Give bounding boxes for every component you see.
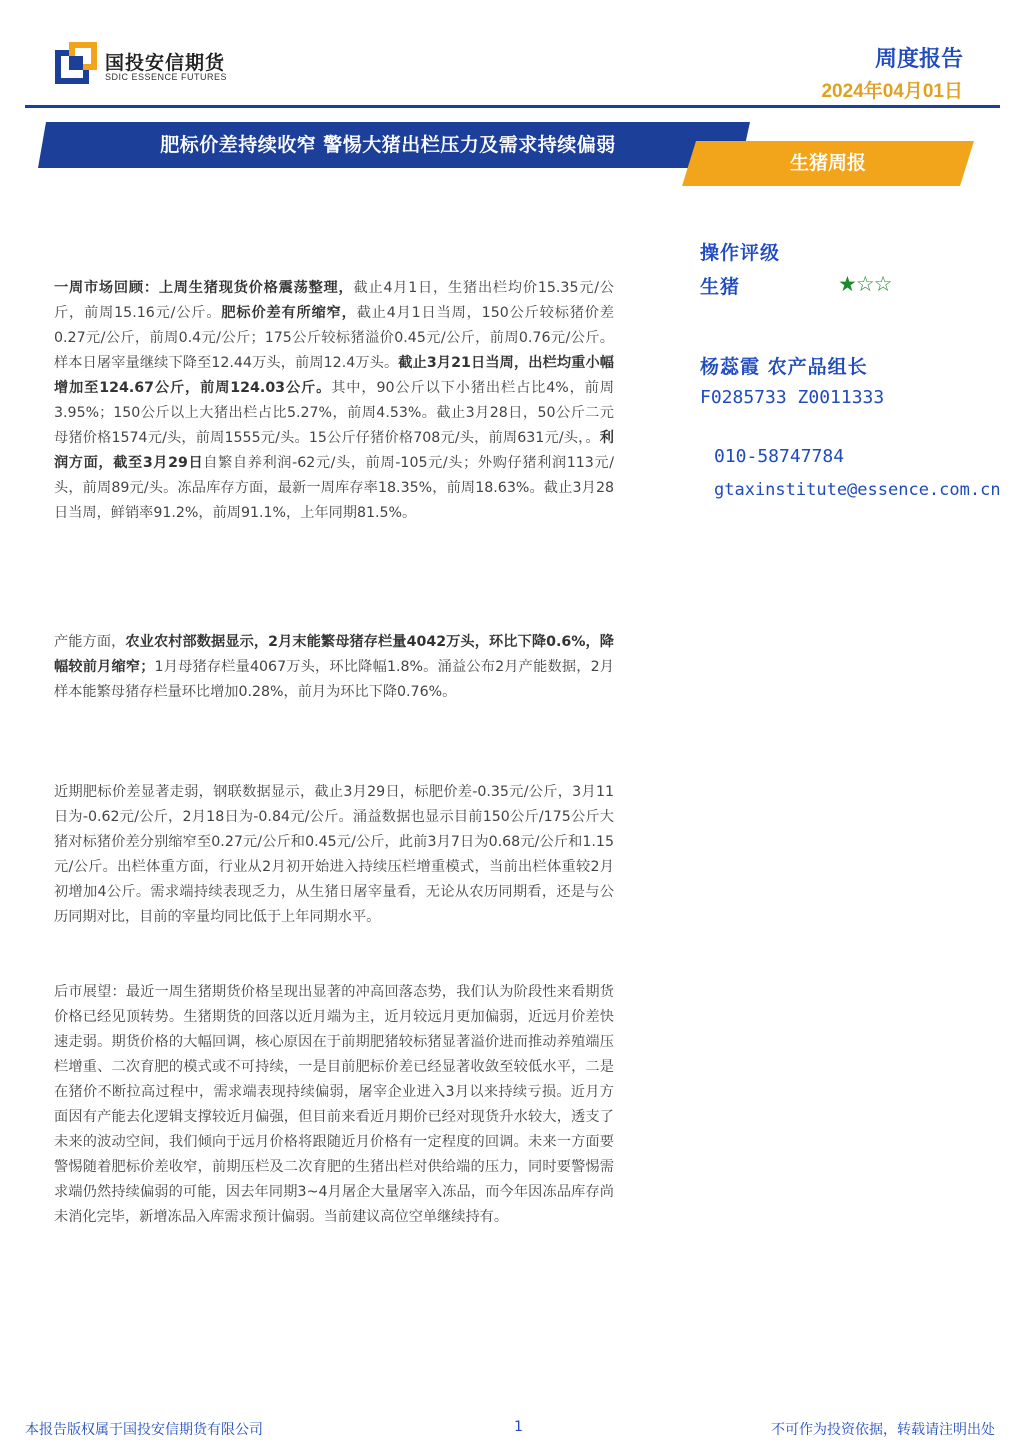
footer-copyright: 本报告版权属于国投安信期货有限公司 <box>25 1422 263 1438</box>
rating-stars: ★☆☆ <box>838 272 892 296</box>
rating-item: 生猪 <box>700 276 741 298</box>
p2-run-0: 产能方面， <box>54 634 126 650</box>
capacity-paragraph <box>54 630 614 705</box>
report-date: 2024年04月01日 <box>821 81 963 102</box>
spread-paragraph <box>54 780 614 930</box>
analyst-phone: 010-58747784 <box>714 446 845 467</box>
report-title: 肥标价差持续收窄 警惕大猪出栏压力及需求持续偏弱 <box>160 134 616 156</box>
rating-heading: 操作评级 <box>700 242 781 264</box>
page-number: 1 <box>514 1419 523 1435</box>
p1-run-1: 截止4月1日，生猪出栏均价15.35元/公斤，前周15.16元/公斤。 <box>54 280 614 321</box>
header-divider <box>25 105 1000 108</box>
footer-disclaimer: 不可作为投资依据，转载请注明出处 <box>771 1422 995 1438</box>
p1-run-7: 自繁自养利润-62元/头，前周-105元/头；外购仔猪利润113元/头，前周89元/头。冻品库存方面，最新一周库存率18.35%，前周18.63%。截止3月28日当周，鲜销率91.2%，前周91.1%，上年同期81.5%。 <box>54 455 615 521</box>
analyst-name: 杨蕊霞 农产品组长 <box>700 356 868 378</box>
p1-run-6: 利润方面，截至3月29日 <box>54 430 614 471</box>
p3-run-0: 近期肥标价差显著走弱，钢联数据显示，截止3月29日，标肥价差-0.35元/公斤，3月11日为-0.62元/公斤，2月18日为-0.84元/公斤。涌益数据也显示目前150公斤/175公斤大猪对标猪价差分别缩窄至0.27元/公斤和0.45元/公斤，此前3月7日为0.68元/公斤和1.15元/公斤。出栏体重方面，行业从2月初开始进入持续压栏增重模式，当前出栏体重较2月初增加4公斤。需求端持续表现乏力，从生猪日屠宰量看，无论从农历同期看，还是与公历同期对比，目前的宰量均同比低于上年同期水平。 <box>54 784 614 925</box>
category-tag <box>682 141 974 186</box>
analyst-license: F0285733 Z0011333 <box>700 387 885 408</box>
analyst-email[interactable]: gtaxinstitute@essence.com.cn <box>714 480 1001 500</box>
p1-run-2: 肥标价差有所缩窄， <box>221 305 357 321</box>
market-review-paragraph <box>54 276 614 526</box>
logo-mark-icon <box>55 42 97 84</box>
p1-run-0: 一周市场回顾：上周生猪现货价格震荡整理， <box>54 280 354 296</box>
logo-text-en: SDIC ESSENCE FUTURES <box>105 72 228 82</box>
p4-run-0: 后市展望：最近一周生猪期货价格呈现出显著的冲高回落态势，我们认为阶段性来看期货价格已经见顶转势。生猪期货的回落以近月端为主，近月较远月更加偏弱，近远月价差快速走弱。期货价格的大幅回调，核心原因在于前期肥猪较标猪显著溢价进而推动养殖端压栏增重、二次育肥的模式或不可持续，一是目前肥标价差已经显著收敛至较低水平，二是在猪价不断拉高过程中，需求端表现持续偏弱，屠宰企业进入3月以来持续亏损。近月方面因有产能去化逻辑支撑较近月偏强，但目前来看近月期价已经对现货升水较大，透支了未来的波动空间，我们倾向于远月价格将跟随近月价格有一定程度的回调。未来一方面要警惕随着肥标价差收窄，前期压栏及二次育肥的生猪出栏对供给端的压力，同时要警惕需求端仍然持续偏弱的可能，因去年同期3~4月屠企大量屠宰入冻品，而今年因冻品库存尚未消化完毕，新增冻品入库需求预计偏弱。当前建议高位空单继续持有。 <box>54 984 614 1225</box>
p1-run-5: 其中，90公斤以下小猪出栏占比4%，前周3.95%；150公斤以上大猪出栏占比5.27%，前周4.53%。截止3月28日，50公斤二元母猪价格1574元/头，前周1555元/头。15公斤仔猪价格708元/头，前周631元/头，。 <box>54 380 615 446</box>
report-type: 周度报告 <box>874 47 963 72</box>
p1-run-4: 截止3月21日当周，出栏均重小幅增加至124.67公斤，前周124.03公斤。 <box>54 355 614 396</box>
title-banner <box>38 122 750 168</box>
p1-run-3: 截止4月1日当周，150公斤较标猪价差0.27元/公斤，前周0.4元/公斤；175公斤较标猪溢价0.45元/公斤，前周0.76元/公斤。样本日屠宰量继续下降至12.44万头，前周12.4万头。 <box>54 305 614 371</box>
p2-run-2: 1月母猪存栏量4067万头，环比降幅1.8%。涌益公布2月产能数据，2月样本能繁母猪存栏量环比增加0.28%，前月为环比下降0.76%。 <box>54 659 614 700</box>
company-logo <box>55 42 235 88</box>
category-tag-label: 生猪周报 <box>789 152 866 174</box>
p2-run-1: 农业农村部数据显示，2月末能繁母猪存栏量4042万头，环比下降0.6%，降幅较前月缩窄； <box>54 634 614 675</box>
outlook-paragraph <box>54 980 614 1230</box>
logo-text-cn: 国投安信期货 <box>105 52 226 74</box>
